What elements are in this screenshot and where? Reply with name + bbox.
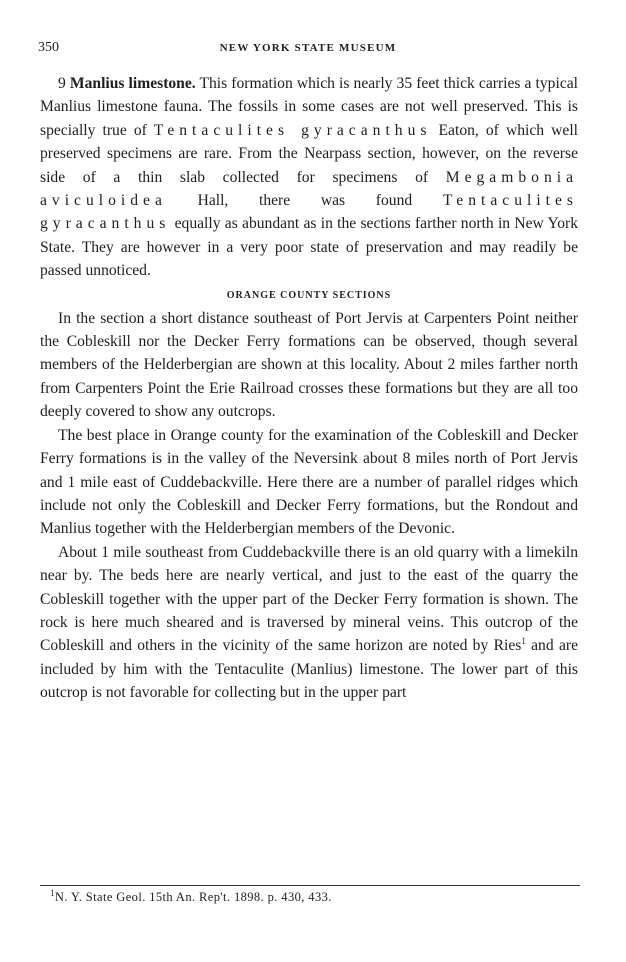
- species-name: Megambonia aviculoidea: [40, 168, 578, 210]
- footnote-text: N. Y. State Geol. 15th An. Rep't. 1898. p. 430, 433.: [54, 890, 332, 904]
- paragraph-manlius: 9 Manlius limestone. This formation which is nearly 35 feet thick carries a typical Manlius limestone fauna. The fossils in some cases are not well preserved. This is specially true of Tentaculites gyracanthus Eaton, of which well preserved specimens are rare. From the Nearpass section, however, on the reverse side of a thin slab collected for specimens of Megambonia aviculoidea Hall, there was found Tentaculites gyracanthus equally as abundant as in the sections farther north in New York State. They are however in a very poor state of preservation and may readily be passed unnoticed.: [40, 75, 578, 280]
- species-name: Tentaculites gyracanthus: [40, 192, 578, 233]
- paragraph-neversink: The best place in Orange county for the examination of the Cobleskill and Decker Ferry formations is in the valley of the Neversink about 8 miles north of Port Jervis and 1 mile east of Cuddebackville. Here there are a number of parallel ridges which include not only the Cobleskill and Decker Ferry formations, but the Rondout and Manlius together with the Helderbergian members of the Devonic.: [40, 426, 578, 538]
- footnote-divider: [40, 885, 580, 886]
- page-number: 350: [38, 40, 59, 55]
- footnote-ref: 1: [521, 636, 526, 647]
- running-title: NEW YORK STATE MUSEUM: [219, 42, 397, 54]
- section-heading: ORANGE COUNTY SECTIONS: [226, 289, 392, 301]
- footnote: [50, 887, 570, 905]
- paragraph-carpenters-point: In the section a short distance southeast of Port Jervis at Carpenters Point neither the Cobleskill nor the Decker Ferry formations can be observed, though several members of the Helderbergian are shown at this locality. About 2 miles farther north from Carpenters Point the Erie Railroad crosses these formations but they are all too deeply covered to show any outcrops.: [40, 309, 578, 421]
- paragraph-number: 9: [58, 75, 66, 92]
- footnote-marker: 1: [50, 887, 55, 898]
- species-name: Tentaculites gyracanthus: [153, 121, 432, 139]
- page-header: [38, 40, 578, 60]
- paragraph-quarry: About 1 mile southeast from Cuddebackville there is an old quarry with a limekiln near by. The beds here are nearly vertical, and just to the east of the quarry the Cobleskill together with the upper part of the Decker Ferry formation is shown. The rock is here much sheared and is traversed by mineral veins. This outcrop of the Cobleskill and others in the vicinity of the same horizon are noted by Ries$^1$ and are included by him with the Tentaculite (Manlius) limestone. The lower part of this outcrop is not favorable for collecting but in the upper part: [40, 543, 578, 702]
- body-text: [40, 72, 578, 705]
- paragraph-title: Manlius limestone.: [69, 75, 196, 92]
